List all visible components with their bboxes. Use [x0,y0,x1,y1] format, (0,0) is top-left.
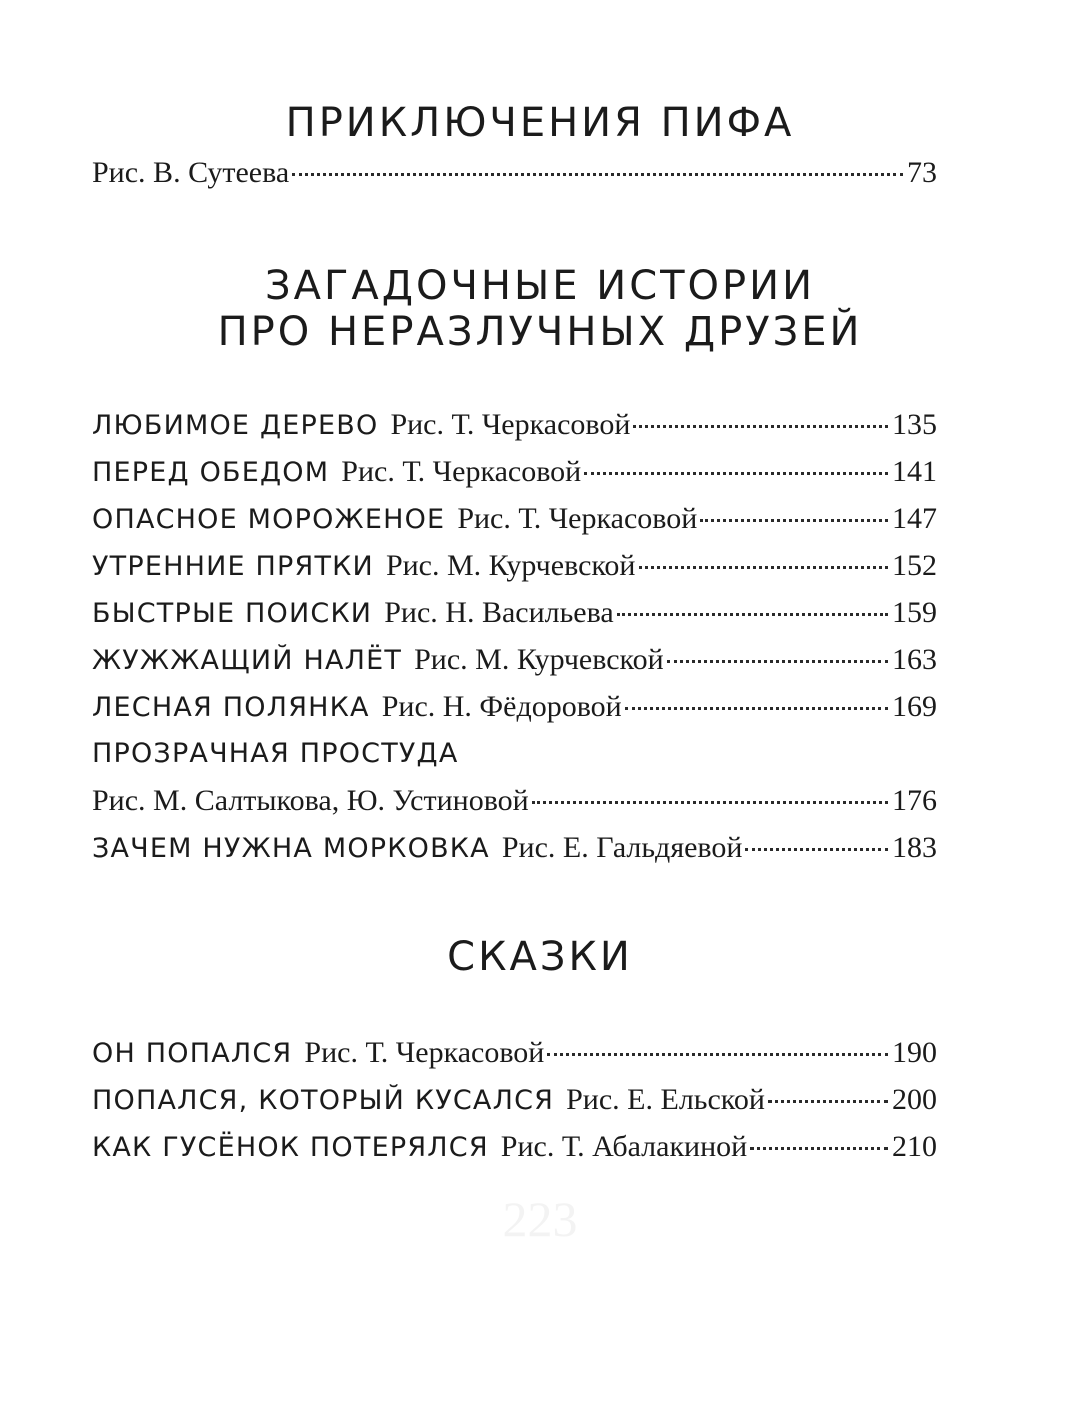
toc-entry-credit: Рис. Т. Черкасовой [304,1036,545,1069]
toc-entry-page: 200 [892,1083,937,1116]
toc-entry[interactable] [92,640,937,680]
toc-entry-title: УТРЕННИЕ ПРЯТКИ [92,551,374,582]
toc-entry-credit: Рис. Н. Васильева [384,596,614,629]
toc-entry-page: 190 [892,1036,937,1069]
toc-entry[interactable] [92,1127,937,1167]
toc-entry[interactable] [92,734,937,774]
toc-entry-page: 210 [892,1130,937,1163]
page-number-folio: 223 [502,1191,578,1247]
toc-entry[interactable] [92,687,937,727]
dot-leader [617,613,888,616]
dot-leader [584,472,888,475]
dot-leader [750,1147,888,1150]
dot-leader [625,707,888,710]
toc-entry-title: ОПАСНОЕ МОРОЖЕНОЕ [92,504,446,535]
toc-entry-title: ПРОЗРАЧНАЯ ПРОСТУДА [92,738,459,769]
toc-entry[interactable] [92,405,937,445]
toc-entry-credit: Рис. Т. Черкасовой [457,502,698,535]
section-heading-line: ПРИКЛЮЧЕНИЯ ПИФА [285,100,795,146]
section-heading [0,263,1080,355]
section-heading [0,100,1080,146]
toc-entry[interactable] [92,1080,937,1120]
toc-entry-title: КАК ГУСЁНОК ПОТЕРЯЛСЯ [92,1132,489,1163]
toc-entry-credit: Рис. М. Салтыкова, Ю. Устиновой [92,784,529,817]
toc-entry[interactable] [92,452,937,492]
toc-entry-page: 73 [907,156,937,189]
dot-leader [768,1100,888,1103]
toc-entry-title: ОН ПОПАЛСЯ [92,1038,293,1069]
toc-entry-page: 159 [892,596,937,629]
section-heading-line: ЗАГАДОЧНЫЕ ИСТОРИИ [264,263,815,309]
toc-entry-page: 135 [892,408,937,441]
toc-entry-credit: Рис. Т. Черкасовой [390,408,631,441]
dot-leader [667,660,888,663]
toc-entry-credit: Рис. Т. Абалакиной [500,1130,748,1163]
toc-entry-title: ЛЕСНАЯ ПОЛЯНКА [92,692,370,723]
toc-entry[interactable] [92,828,937,868]
dot-leader [745,848,888,851]
section-heading [0,934,1080,980]
toc-entry[interactable] [92,499,937,539]
toc-entry-credit: Рис. М. Курчевской [414,643,664,676]
dot-leader [547,1053,888,1056]
dot-leader [639,566,889,569]
toc-entry[interactable] [92,546,937,586]
dot-leader [633,425,888,428]
toc-entry[interactable] [92,1033,937,1073]
toc-entry-title: ПЕРЕД ОБЕДОМ [92,457,330,488]
dot-leader [292,173,903,176]
toc-entry-page: 169 [892,690,937,723]
section-heading-line: ПРО НЕРАЗЛУЧНЫХ ДРУЗЕЙ [217,309,863,355]
toc-entry-title: ПОПАЛСЯ, КОТОРЫЙ КУСАЛСЯ [92,1085,555,1116]
toc-entry[interactable] [92,153,937,193]
toc-entry[interactable] [92,593,937,633]
toc-entry-credit: Рис. Е. Ельской [566,1083,765,1116]
toc-entry-title: БЫСТРЫЕ ПОИСКИ [92,598,373,629]
toc-entry-credit: Рис. Е. Гальдяевой [501,831,743,864]
toc-entry-page: 147 [892,502,937,535]
section-heading-line: СКАЗКИ [447,934,633,980]
toc-entry-page: 163 [892,643,937,676]
toc-entry-credit: Рис. Н. Фёдоровой [381,690,622,723]
toc-entry-credit: Рис. М. Курчевской [385,549,636,582]
toc-entry-page: 183 [892,831,937,864]
dot-leader [532,801,888,804]
toc-entry-page: 152 [892,549,937,582]
toc-entry-page: 176 [892,784,937,817]
toc-entry-page: 141 [892,455,937,488]
toc-entry-title: ЛЮБИМОЕ ДЕРЕВО [92,410,379,441]
dot-leader [700,519,888,522]
toc-entry-title: ЖУЖЖАЩИЙ НАЛЁТ [92,645,403,676]
toc-entry[interactable] [92,781,937,821]
toc-entry-credit: Рис. В. Сутеева [92,156,290,189]
toc-entry-title: ЗАЧЕМ НУЖНА МОРКОВКА [92,833,490,864]
toc-entry-credit: Рис. Т. Черкасовой [341,455,582,488]
